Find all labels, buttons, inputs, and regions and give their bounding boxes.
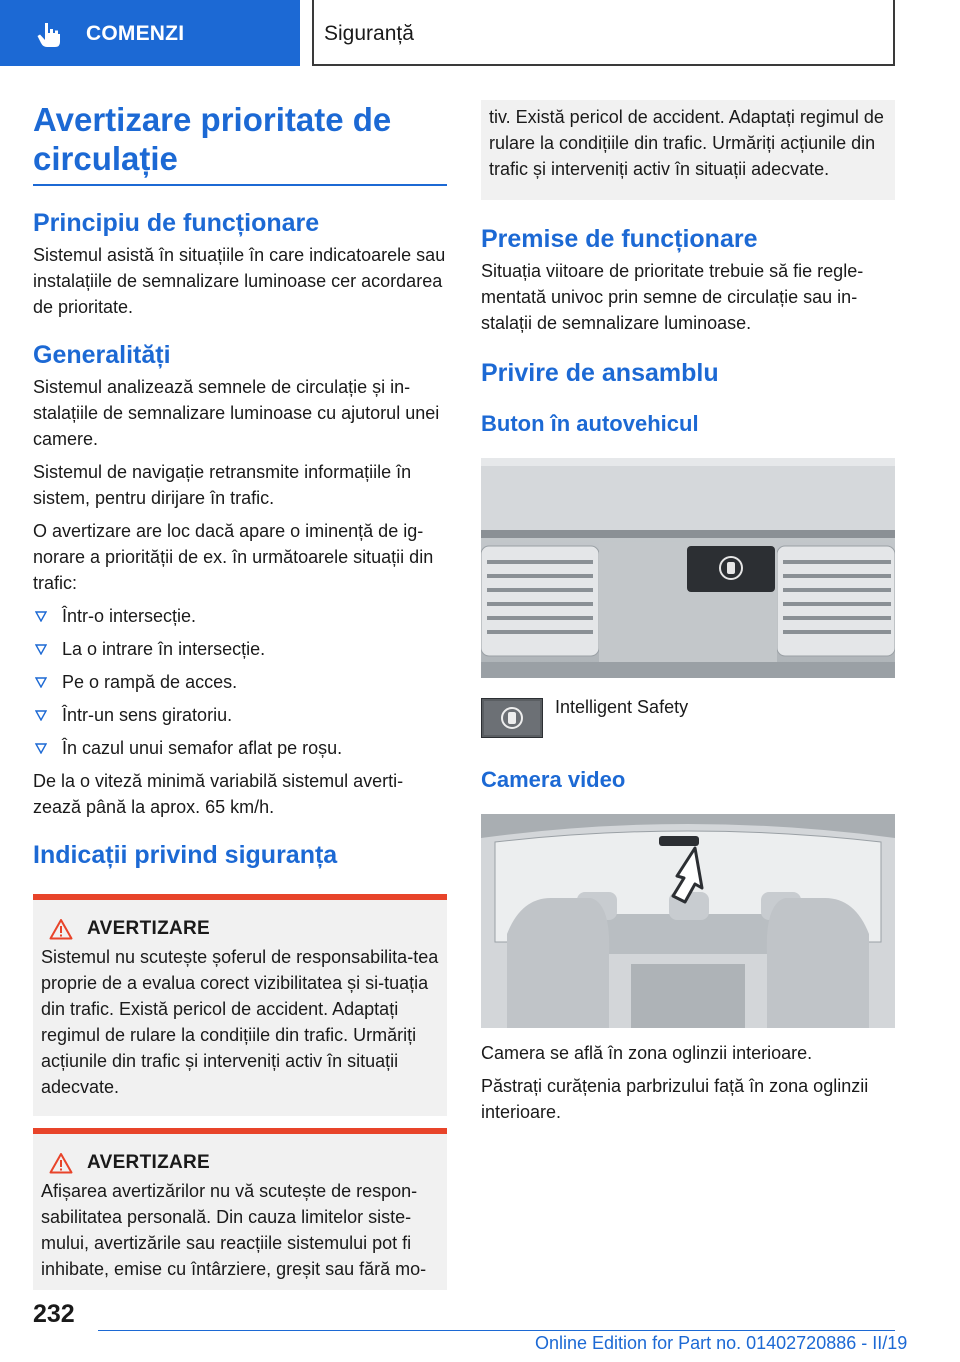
heading-indicatii: Indicații privind siguranța (33, 841, 338, 869)
page-number: 232 (33, 1300, 75, 1328)
header-bottom-border (312, 64, 895, 66)
intelligent-safety-button-icon (481, 698, 543, 738)
tab-label: COMENZI (86, 22, 185, 45)
button-illustration (481, 458, 895, 678)
footer-divider (98, 1330, 895, 1331)
left-column (33, 100, 447, 1290)
warning-triangle-icon (49, 1152, 73, 1174)
paragraph-camera-2: Păstrați curățenia parbrizului față în zona oglinzii interioare. (481, 1076, 869, 1122)
paragraph-generalitati-2: Sistemul de navigație retransmite informațiile în sistem, pentru dirijare în trafic. (33, 462, 412, 508)
warning-text: Sistemul nu scutește șoferul de responsabilita-tea proprie de a evalua corect vizibilitatea și si-tuația din trafic. Există pericol de accident. Adaptați regimul de rulare la condițiile din trafic. Urmăriți acțiunile din trafic și interveniți activ în situații adecvate. (41, 947, 439, 1097)
paragraph-generalitati-3: O avertizare are loc dacă apare o iminență de ig-norare a priorității de ex. în următoarele situații din trafic: (33, 521, 434, 593)
section-title: Siguranță (324, 22, 414, 45)
edition-note: Online Edition for Part no. 01402720886 - II/19 (535, 1333, 908, 1353)
hand-pointer-icon (34, 20, 64, 50)
triangle-bullet-icon (35, 644, 47, 655)
triangle-bullet-icon (35, 710, 47, 721)
situations-list (33, 603, 447, 761)
heading-principiu: Principiu de funcționare (33, 209, 320, 237)
warning-triangle-icon (49, 918, 73, 940)
list-item: În cazul unui semafor aflat pe roșu. (33, 735, 447, 761)
header-right-border (893, 0, 895, 66)
button-caption-row (481, 698, 895, 738)
list-item: Într-un sens giratoriu. (33, 702, 447, 728)
car-interior-image (481, 814, 895, 1028)
paragraph-principiu: Sistemul asistă în situațiile în care indicatoarele sau instalațiile de semnalizare luminoase cer acordarea de prioritate. (33, 245, 446, 317)
tab-comenzi[interactable] (0, 0, 300, 66)
warning-text-continued: tiv. Există pericol de accident. Adaptați regimul de rulare la condițiile din trafic. Urmăriți acțiunile din trafic și interveniți activ în situații adecvate. (489, 107, 884, 179)
right-column (481, 100, 895, 1125)
paragraph-generalitati-1: Sistemul analizează semnele de circulație și in-stalațiile de semnalizare luminoase cu ajutorul unei camere. (33, 377, 440, 449)
paragraph-viteza: De la o viteză minimă variabilă sistemul averti-zează până la aprox. 65 km/h. (33, 771, 404, 817)
triangle-bullet-icon (35, 611, 47, 622)
list-item: Pe o rampă de acces. (33, 669, 447, 695)
warning-title: AVERTIZARE (41, 918, 439, 940)
warning-box-2 (33, 1128, 447, 1290)
camera-illustration (481, 814, 895, 1028)
paragraph-camera-1: Camera se află în zona oglinzii interioare. (481, 1043, 813, 1063)
heading-privire: Privire de ansamblu (481, 359, 719, 387)
heading-premise: Premise de funcționare (481, 225, 758, 253)
warning-box-1 (33, 894, 447, 1116)
warning-text: Afișarea avertizărilor nu vă scutește de respon-sabilitatea personală. Din cauza limitelor siste-mului, avertizările sau reacțiile sistemului pot fi inhibate, emise cu întârziere, greșit sau fără mo- (41, 1181, 427, 1279)
header-separator (312, 0, 314, 66)
header-bar (0, 0, 960, 66)
heading-camera: Camera video (481, 767, 626, 792)
paragraph-premise: Situația viitoare de prioritate trebuie să fie regle-mentată univoc prin semne de circulație sau in-stalații de semnalizare luminoase. (481, 261, 864, 333)
heading-generalitati: Generalități (33, 341, 171, 369)
list-item: Într-o intersecție. (33, 603, 447, 629)
triangle-bullet-icon (35, 677, 47, 688)
triangle-bullet-icon (35, 743, 47, 754)
list-item: La o intrare în intersecție. (33, 636, 447, 662)
page-title: Avertizare prioritate de circulație (33, 100, 447, 186)
warning-box-2-continued (481, 100, 895, 200)
button-caption: Intelligent Safety (555, 697, 689, 717)
dashboard-vents-image (481, 458, 895, 678)
warning-title: AVERTIZARE (41, 1152, 439, 1174)
heading-buton: Buton în autovehicul (481, 411, 699, 436)
